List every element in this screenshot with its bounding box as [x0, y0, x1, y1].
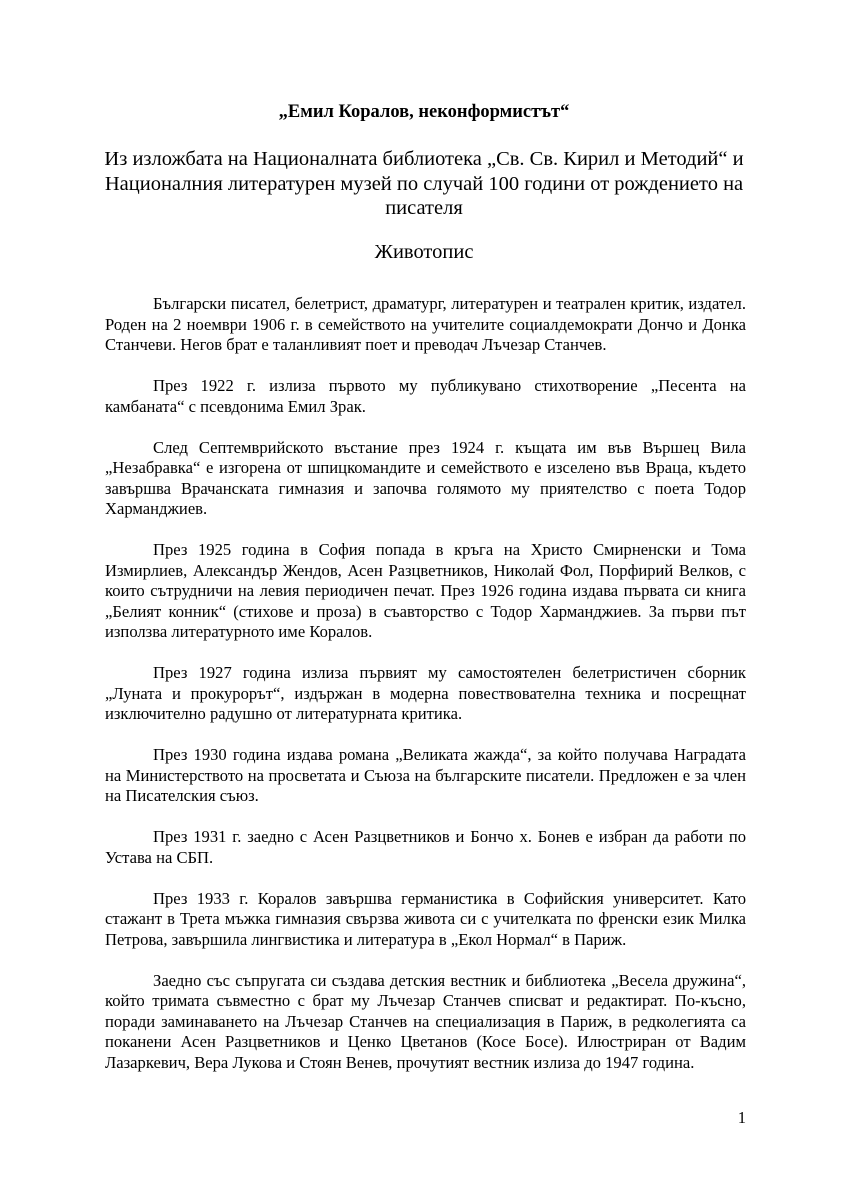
page-number: 1 [737, 1108, 746, 1127]
paragraph: През 1925 година в София попада в кръга на Христо Смирненски и Тома Измирлиев, Александър Жендов, Асен Разцветников, Николай Фол, Порфирий Велков, с които сътрудничи на левия периодичен печат. През 1926 година издава първата си книга „Белият конник“ (стихове и проза) в съавторство с Тодор Харманджиев. За първи път използва литературното име Коралов. [105, 540, 746, 641]
paragraph: След Септемврийското въстание през 1924 г. къщата им във Вършец Вила „Незабравка“ е изгорена от шпицкомандите и семейството е изселено във Враца, където завършва Врачанската гимназия и започва голямото му приятелство с поета Тодор Харманджиев. [105, 437, 746, 518]
paragraph: Заедно със съпругата си създава детския вестник и библиотека „Весела дружина“, който тримата съвместно с брат му Лъчезар Станчев списват и редактират. По-късно, поради заминаването на Лъчезар Станчев на специализация в Париж, в редколегията са поканени Асен Разцветников и Ценко Цветанов (Косе Босе). Илюстриран от Вадим Лазаркевич, Вера Лукова и Стоян Венев, прочутият вестник излиза до 1947 година. [105, 970, 746, 1072]
document-title: „Емил Коралов, неконформистът“ [278, 102, 570, 122]
body-text [105, 294, 746, 1094]
document-subtitle: Из изложбата на Националната библиотека „Св. Св. Кирил и Методий“ и Националния литературен музей по случай 100 години от рождението на писателя [104, 148, 744, 219]
paragraph: Български писател, белетрист, драматург, литературен и театрален критик, издател. Роден на 2 ноември 1906 г. в семейството на учителите социалдемократи Дончо и Донка Станчеви. Негов брат е таланливият поет и преводач Лъчезар Станчев. [105, 294, 746, 354]
paragraph: През 1933 г. Коралов завършва германистика в Софийския университет. Като стажант в Трета мъжка гимназия свързва живота си с учителката по френски език Милка Петрова, завършила лингвистика и литература в „Екол Нормал“ в Париж. [105, 888, 746, 949]
paragraph: През 1922 г. излиза първото му публикувано стихотворение „Песента на камбаната“ с псевдонима Емил Зрак. [105, 376, 746, 416]
paragraph: През 1930 година издава романа „Великата жажда“, за който получава Наградата на Министерството на просветата и Съюза на българските писатели. Предложен е за член на Писателския съюз. [105, 745, 746, 805]
paragraph: През 1927 година излиза първият му самостоятелен белетристичен сборник „Луната и прокурорът“, издържан в модерна повествователна техника и посрещнат изключително радушно от литературната критика. [105, 663, 746, 723]
paragraph: През 1931 г. заедно с Асен Разцветников и Бончо х. Бонев е избран да работи по Устава на СБП. [105, 827, 746, 867]
section-heading: Животопис [374, 241, 474, 263]
